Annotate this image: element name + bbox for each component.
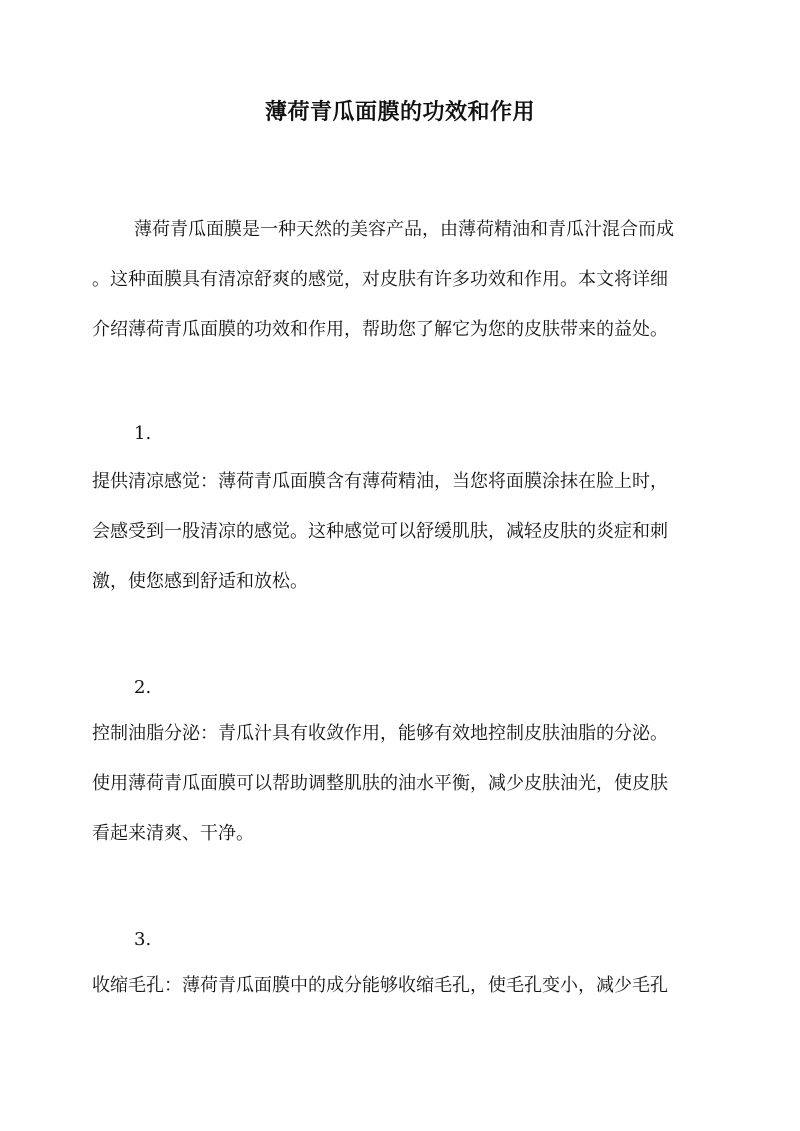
page-title: 薄荷青瓜面膜的功效和作用 <box>264 99 535 125</box>
intro-line: 介绍薄荷青瓜面膜的功效和作用，帮助您了解它为您的皮肤带来的益处。 <box>92 319 668 340</box>
section-line: 使用薄荷青瓜面膜可以帮助调整肌肤的油水平衡，减少皮肤油光，使皮肤 <box>92 773 668 794</box>
section-line: 收缩毛孔：薄荷青瓜面膜中的成分能够收缩毛孔，使毛孔变小，减少毛孔 <box>92 975 668 996</box>
section-number: 2. <box>134 677 152 698</box>
section-number: 1. <box>134 423 152 444</box>
section-line: 会感受到一股清凉的感觉。这种感觉可以舒缓肌肤，减轻皮肤的炎症和刺 <box>92 521 668 542</box>
intro-line: 。这种面膜具有清凉舒爽的感觉，对皮肤有许多功效和作用。本文将详细 <box>92 269 668 290</box>
section-line: 提供清凉感觉：薄荷青瓜面膜含有薄荷精油，当您将面膜涂抹在脸上时， <box>92 471 668 492</box>
section-line: 激，使您感到舒适和放松。 <box>92 571 308 592</box>
section-line: 看起来清爽、干净。 <box>92 823 254 844</box>
section-line: 控制油脂分泌：青瓜汁具有收敛作用，能够有效地控制皮肤油脂的分泌。 <box>92 723 668 744</box>
section-number: 3. <box>134 929 152 950</box>
intro-line: 薄荷青瓜面膜是一种天然的美容产品，由薄荷精油和青瓜汁混合而成 <box>134 219 674 240</box>
